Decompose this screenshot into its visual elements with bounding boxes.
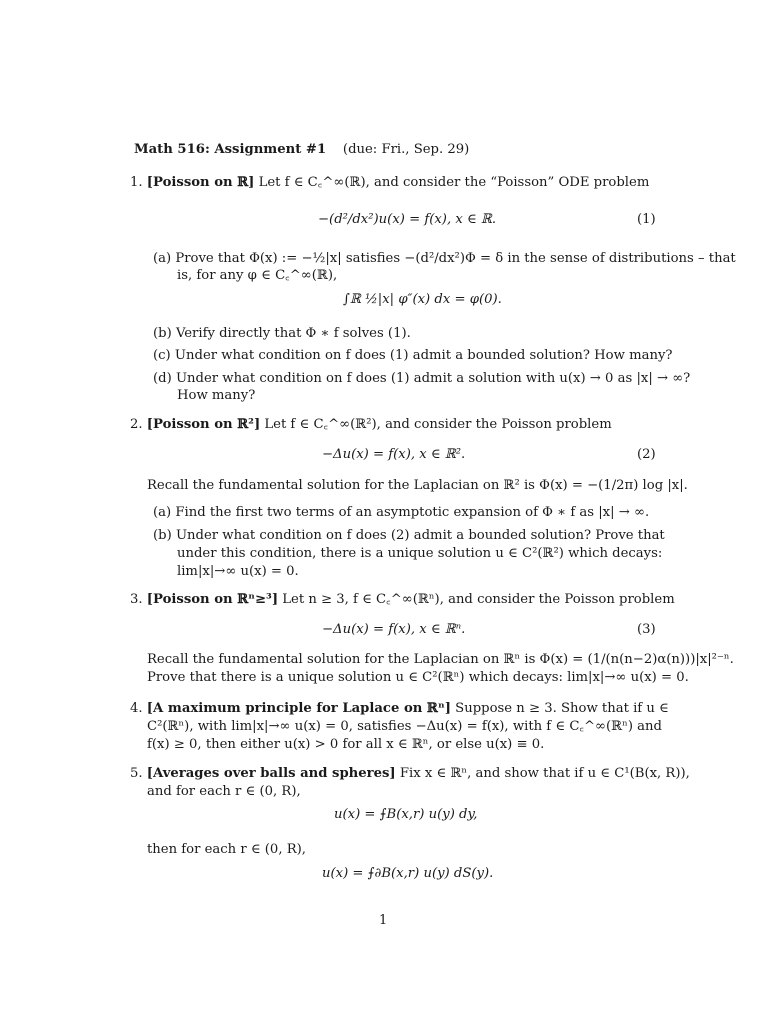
part-label: (c) [153,348,171,363]
part-label: (d) [153,371,172,386]
problem-text: Suppose n ≥ 3. Show that if u ∈ [450,701,669,716]
problem-number: 1. [130,175,143,190]
part-text: Under what condition on f does (1) admit a bounded solution? How many? [174,348,673,363]
display-1a: ∫ℝ ½|x| φ″(x) dx = φ(0). [343,292,502,307]
recall-3-cont: Prove that there is a unique solution u ∈ C²(ℝⁿ) which decays: lim|x|→∞ u(x) = 0. [147,670,689,685]
problem-1-statement [130,175,649,191]
assignment-header [134,142,469,158]
problem-number: 4. [130,701,143,716]
display-5a: u(x) = ⨍B(x,r) u(y) dy, [334,807,478,822]
problem-heading: [Averages over balls and spheres] [146,766,396,781]
equation-3: −Δu(x) = f(x), x ∈ ℝⁿ. [322,622,466,637]
problem-1c [153,348,672,364]
problem-4-line3: f(x) ≥ 0, then either u(x) > 0 for all x ∈ ℝⁿ, or else u(x) ≡ 0. [147,737,545,752]
equation-2: −Δu(x) = f(x), x ∈ ℝ². [322,447,466,462]
assignment-title: Math 516: Assignment #1 [134,142,327,157]
problem-4-line2: C²(ℝⁿ), with lim|x|→∞ u(x) = 0, satisfies −Δu(x) = f(x), with f ∈ C꜀^∞(ℝⁿ) and [147,719,662,734]
equation-tag-2: (2) [637,447,656,462]
problem-5-statement [130,766,690,782]
part-text: Find the first two terms of an asymptotic expansion of Φ ∗ f as |x| → ∞. [175,505,650,520]
part-label: (b) [153,326,172,341]
equation-tag-3: (3) [637,622,656,637]
part-label: (a) [153,505,172,520]
problem-2-statement [130,417,612,433]
problem-4-statement [130,701,669,717]
problem-1a-cont: is, for any φ ∈ C꜀^∞(ℝ), [177,268,338,283]
problem-heading: [A maximum principle for Laplace on ℝⁿ] [146,701,451,716]
problem-5-line2: and for each r ∈ (0, R), [147,784,301,799]
page-number: 1 [379,913,388,928]
problem-number: 2. [130,417,143,432]
recall-3: Recall the fundamental solution for the Laplacian on ℝⁿ is Φ(x) = (1/(n(n−2)α(n)))|x|²⁻ⁿ. [147,652,734,667]
problem-intro: Let f ∈ C꜀^∞(ℝ²), and consider the Poisson problem [260,417,612,432]
part-label: (b) [153,528,172,543]
part-text: Prove that Φ(x) := −½|x| satisfies −(d²/dx²)Φ = δ in the sense of distributions – that [175,251,736,266]
problem-5-line3: then for each r ∈ (0, R), [147,842,306,857]
equation-1: −(d²/dx²)u(x) = f(x), x ∈ ℝ. [318,212,497,227]
due-date: (due: Fri., Sep. 29) [342,142,470,157]
equation-tag-1: (1) [637,212,656,227]
problem-1d [153,371,690,387]
problem-number: 3. [130,592,143,607]
problem-heading: [Poisson on ℝⁿ≥³] [146,592,279,607]
problem-3-statement [130,592,675,608]
problem-1d-cont: How many? [177,388,256,403]
problem-2b-cont2: lim|x|→∞ u(x) = 0. [177,564,299,579]
part-text: Under what condition on f does (1) admit a solution with u(x) → 0 as |x| → ∞? [175,371,691,386]
problem-2a [153,505,649,521]
problem-number: 5. [130,766,143,781]
display-5b: u(x) = ⨍∂B(x,r) u(y) dS(y). [322,866,494,881]
problem-2b [153,528,665,544]
problem-heading: [Poisson on ℝ²] [146,417,261,432]
problem-intro: Let f ∈ C꜀^∞(ℝ), and consider the “Poisson” ODE problem [254,175,650,190]
recall-2: Recall the fundamental solution for the Laplacian on ℝ² is Φ(x) = −(1/2π) log |x|. [147,478,688,493]
part-text: Verify directly that Φ ∗ f solves (1). [175,326,411,341]
part-text: Under what condition on f does (2) admit a bounded solution? Prove that [175,528,665,543]
problem-1b [153,326,411,342]
problem-2b-cont: under this condition, there is a unique solution u ∈ C²(ℝ²) which decays: [177,546,663,561]
part-label: (a) [153,251,172,266]
problem-text: Fix x ∈ ℝⁿ, and show that if u ∈ C¹(B(x, R)), [395,766,690,781]
problem-heading: [Poisson on ℝ] [146,175,255,190]
problem-intro: Let n ≥ 3, f ∈ C꜀^∞(ℝⁿ), and consider the Poisson problem [278,592,675,607]
problem-1a [153,251,736,267]
